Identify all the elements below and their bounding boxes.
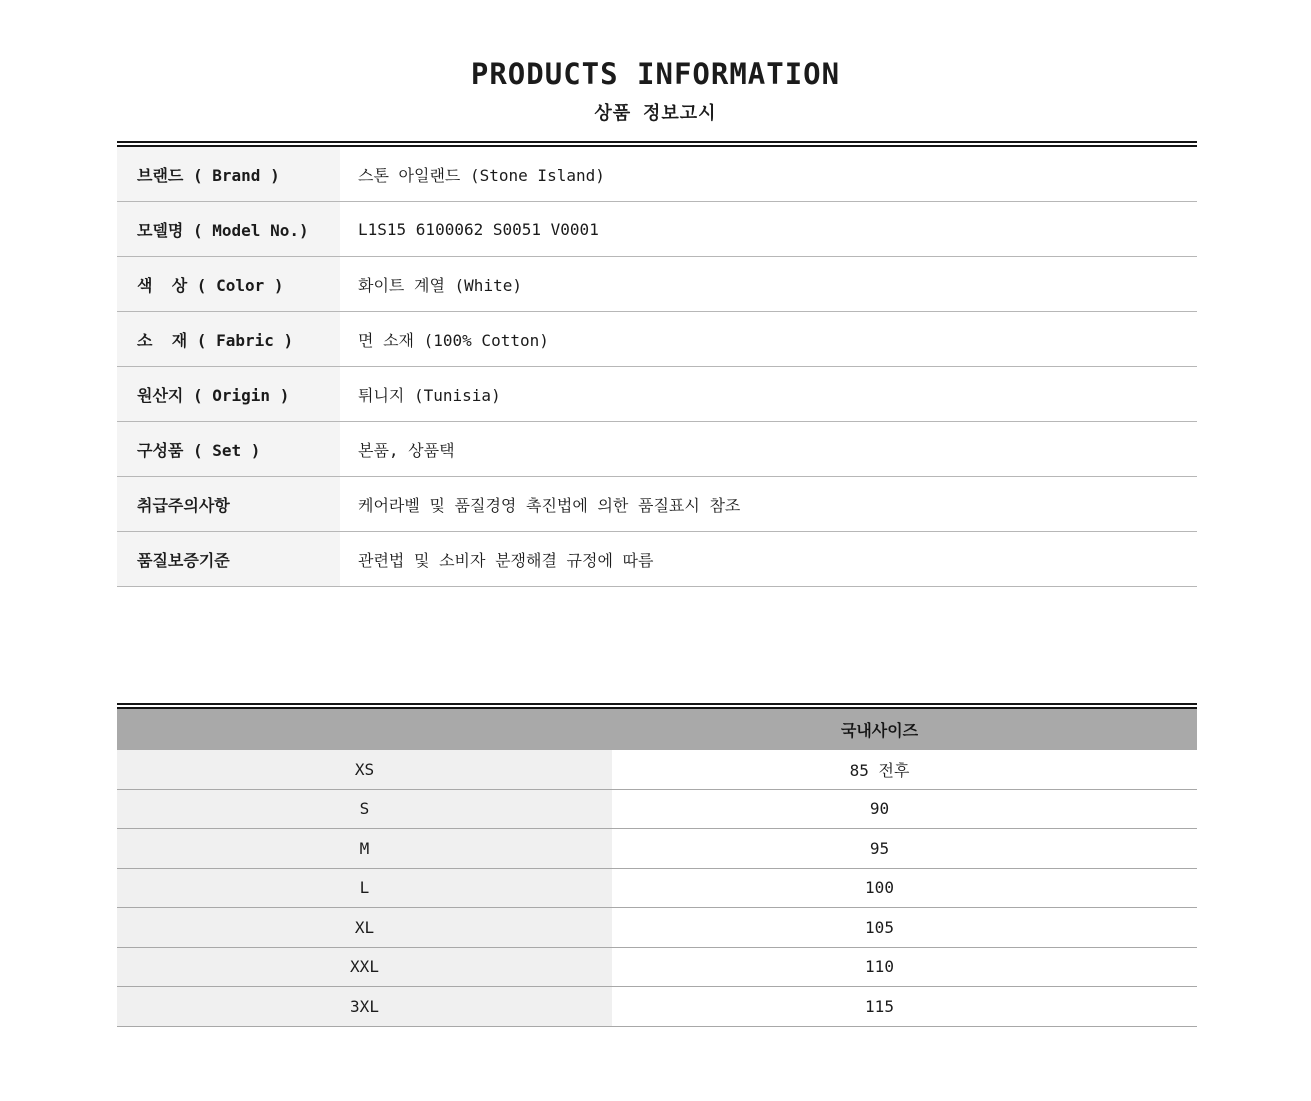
info-row-warranty	[117, 532, 1197, 587]
info-label-brand: 브랜드 ( Brand )	[117, 147, 340, 201]
size-row-xxl	[117, 948, 1197, 988]
size-value-cell: 110	[865, 957, 894, 977]
info-value-fabric: 면 소재 (100% Cotton)	[358, 330, 549, 350]
size-header-empty-cell	[117, 709, 612, 750]
size-value-cell: 85 전후	[849, 760, 910, 780]
info-row-set	[117, 422, 1197, 477]
size-row-3xl	[117, 987, 1197, 1027]
info-value-care: 케어라벨 및 품질경영 촉진법에 의한 품질표시 참조	[358, 495, 741, 515]
size-label-cell: XS	[117, 750, 612, 789]
info-row-fabric	[117, 312, 1197, 367]
size-table	[117, 703, 1197, 1027]
size-row-xs	[117, 750, 1197, 790]
size-row-m	[117, 829, 1197, 869]
size-value-cell: 95	[869, 838, 890, 858]
info-label-origin: 원산지 ( Origin )	[117, 367, 340, 421]
size-label-cell: XL	[117, 908, 612, 947]
size-table-header	[117, 709, 1197, 750]
info-value-model: L1S15 6100062 S0051 V0001	[358, 219, 599, 239]
info-row-brand	[117, 147, 1197, 202]
info-value-set: 본품, 상품택	[358, 440, 455, 460]
info-label-warranty: 품질보증기준	[117, 532, 340, 586]
size-value-cell: 105	[865, 917, 894, 937]
size-label-cell: M	[117, 829, 612, 868]
info-label-care: 취급주의사항	[117, 477, 340, 531]
size-label-cell: L	[117, 869, 612, 908]
size-row-l	[117, 869, 1197, 909]
size-value-cell: 115	[865, 996, 894, 1016]
size-label-cell: 3XL	[117, 987, 612, 1026]
info-row-color	[117, 257, 1197, 312]
size-header-title: 국내사이즈	[840, 721, 919, 740]
size-label-cell: XXL	[117, 948, 612, 987]
page-title: PRODUCTS INFORMATION	[470, 57, 841, 91]
size-label-cell: S	[117, 790, 612, 829]
info-value-brand: 스톤 아일랜드 (Stone Island)	[358, 165, 605, 185]
size-row-s	[117, 790, 1197, 830]
size-row-xl	[117, 908, 1197, 948]
page-subtitle: 상품 정보고시	[594, 103, 717, 124]
info-value-color: 화이트 계열 (White)	[358, 275, 522, 295]
size-value-cell: 90	[869, 799, 890, 819]
info-label-set: 구성품 ( Set )	[117, 422, 340, 476]
info-row-origin	[117, 367, 1197, 422]
info-label-fabric: 소 재 ( Fabric )	[117, 312, 340, 366]
info-label-model: 모델명 ( Model No.)	[117, 202, 340, 256]
product-info-table	[117, 141, 1197, 587]
size-value-cell: 100	[865, 878, 894, 898]
info-value-origin: 튀니지 (Tunisia)	[358, 385, 501, 405]
info-label-color: 색 상 ( Color )	[117, 257, 340, 311]
info-value-warranty: 관련법 및 소비자 분쟁해결 규정에 따름	[358, 550, 654, 570]
info-row-care	[117, 477, 1197, 532]
info-row-model	[117, 202, 1197, 257]
